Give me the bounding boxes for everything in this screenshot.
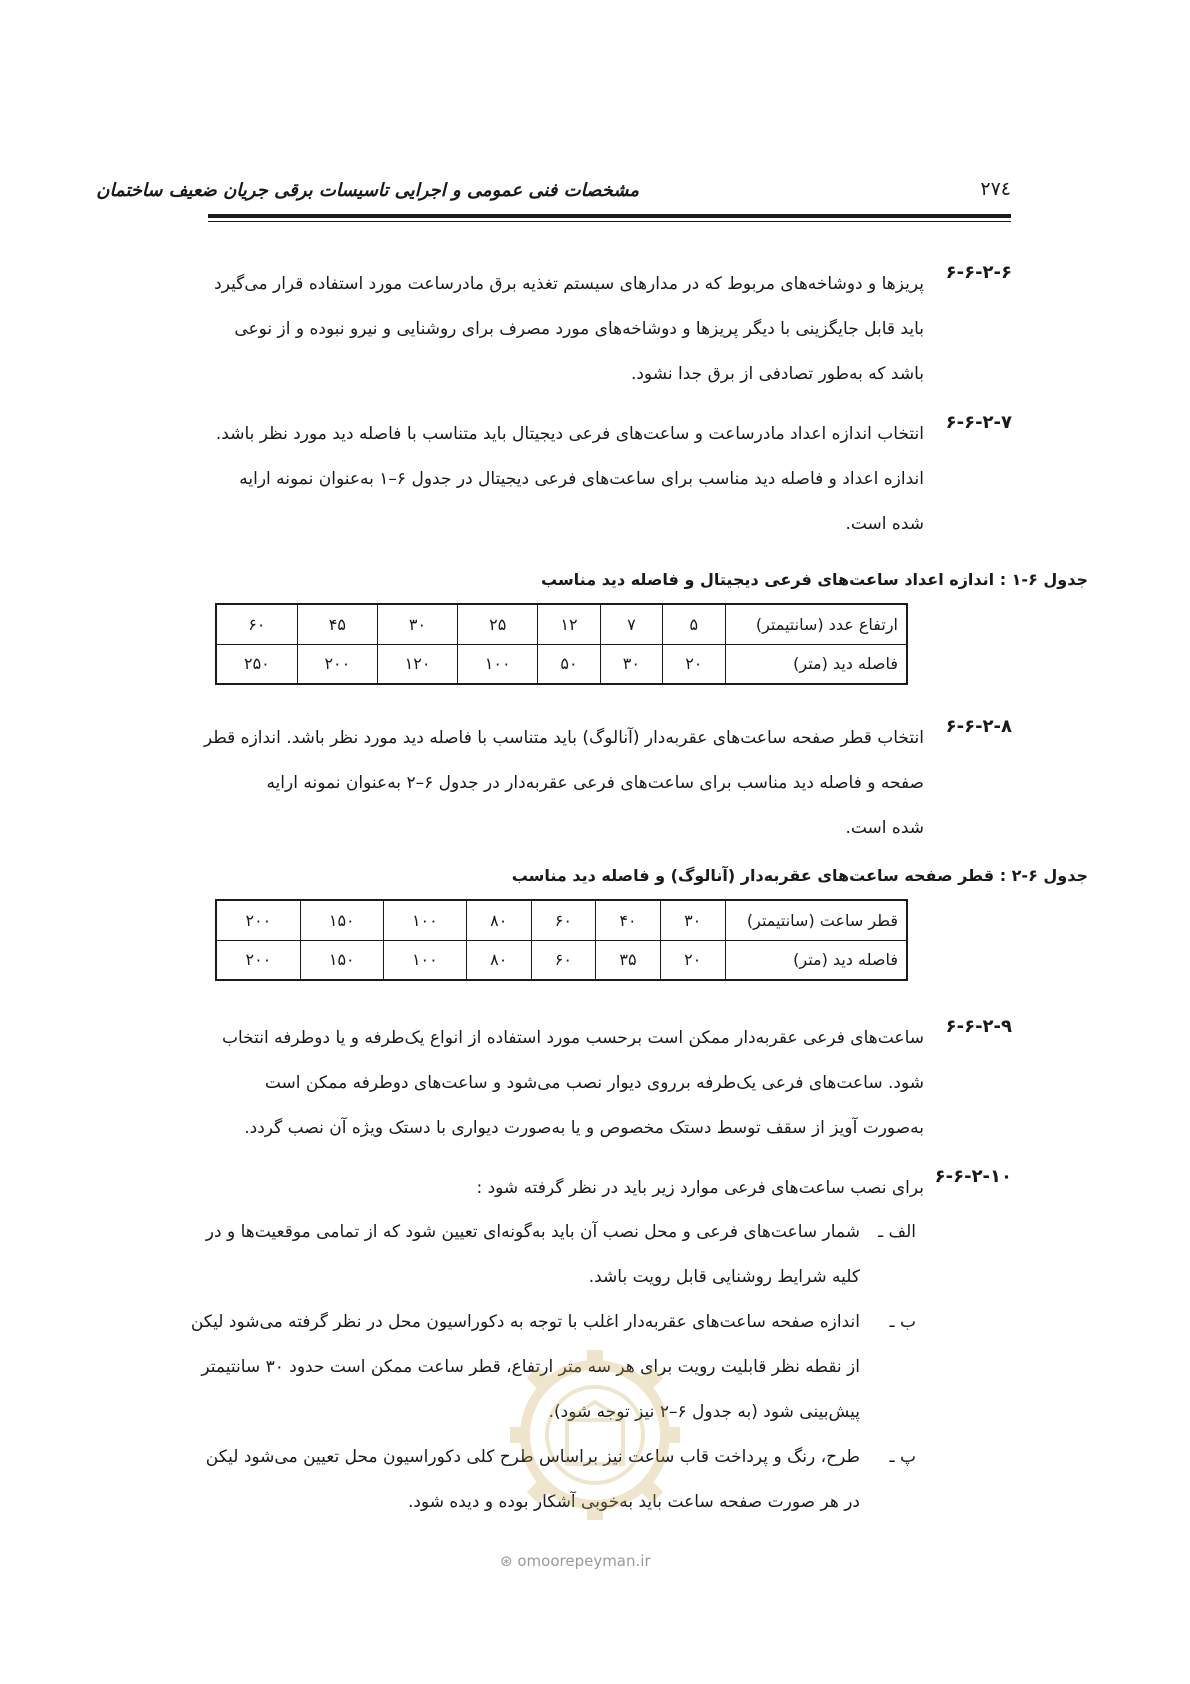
table-cell: ۳۰ [600, 644, 662, 684]
text-line: ساعت‌های فرعی عقربه‌دار ممکن است برحسب مورد استفاده از انواع یک‌طرفه و یا دوطرفه انتخاب [221, 1028, 924, 1048]
table-cell: ۲۰۰ [216, 940, 300, 980]
table-cell: ۱۰۰ [458, 644, 538, 684]
row-header: قطر ساعت (سانتیمتر) [725, 900, 907, 940]
clause-number: ۶-۶-۲-۹ [945, 1016, 1012, 1037]
text-line: کلیه شرایط روشنایی قابل رویت باشد. [588, 1267, 860, 1287]
text-line: در هر صورت صفحه ساعت باید به‌خوبی آشکار بوده و دیده شود. [407, 1492, 860, 1512]
table-cell: ۸۰ [466, 900, 531, 940]
table-cell: ۱۲ [538, 604, 600, 644]
text-line: به‌صورت آویز از سقف توسط دستک مخصوص و یا به‌صورت دیواری با دستک ویژه آن نصب گردد. [244, 1118, 924, 1138]
clause [180, 716, 1012, 856]
table-cell: ۲۰۰ [297, 644, 377, 684]
clause-text [180, 1166, 924, 1211]
table-cell: ۲۰۰ [216, 900, 300, 940]
table-cell: ۶۰ [531, 900, 596, 940]
page-number: ۲۷٤ [980, 178, 1011, 200]
text-line: اندازه صفحه ساعت‌های عقربه‌دار اغلب با توجه به دکوراسیون محل در نظر گرفته می‌شود لیکن [190, 1312, 860, 1332]
item-label: الف ـ [878, 1222, 916, 1242]
text-line: باشد که به‌طور تصادفی از برق جدا نشود. [630, 364, 924, 384]
text-line: انتخاب اندازه اعداد مادرساعت و ساعت‌های فرعی دیجیتال باید متناسب با فاصله دید مورد نظر باشد. [215, 424, 924, 444]
table-cell: ۸۰ [466, 940, 531, 980]
clause [180, 412, 1012, 552]
clause [180, 1016, 1012, 1156]
clause-text [180, 716, 924, 851]
table-cell: ۳۰ [660, 900, 725, 940]
header-rule-thick [208, 214, 1011, 218]
clause-number: ۶-۶-۲-۶ [945, 262, 1012, 283]
text-line: برای نصب ساعت‌های فرعی موارد زیر باید در نظر گرفته شود : [476, 1178, 924, 1198]
table-caption: جدول ۶-۱ : اندازه اعداد ساعت‌های فرعی دیجیتال و فاصله دید مناسب [541, 570, 1088, 589]
header-rule-thin [208, 221, 1011, 222]
item-text [180, 1210, 860, 1300]
table-cell: ۴۰ [596, 900, 661, 940]
table-cell: ۴۵ [297, 604, 377, 644]
item-label: پ ـ [889, 1447, 916, 1467]
text-line: پیش‌بینی شود (به جدول ۶–۲ نیز توجه شود). [548, 1402, 860, 1422]
table-cell: ۵ [663, 604, 725, 644]
table-cell: ۲۵۰ [216, 644, 297, 684]
table-row [216, 940, 907, 980]
table-cell: ۲۰ [663, 644, 725, 684]
text-line: پریزها و دوشاخه‌های مربوط که در مدارهای سیستم تغذیه برق مادرساعت مورد استفاده قرار می‌گیرد [214, 274, 924, 294]
watermark-url-text: omoorepeyman.ir [517, 1552, 651, 1570]
clause-number: ۶-۶-۲-۸ [945, 716, 1012, 737]
page-header [96, 178, 1011, 210]
table-cell: ۲۰ [660, 940, 725, 980]
table-cell: ۱۵۰ [300, 900, 383, 940]
text-line: شده است. [845, 818, 924, 838]
table-cell: ۵۰ [538, 644, 600, 684]
table-row [216, 644, 907, 684]
clause-text [180, 1016, 924, 1151]
list-item [180, 1210, 916, 1300]
table-row [216, 900, 907, 940]
text-line: شده است. [845, 514, 924, 534]
text-line: طرح، رنگ و پرداخت قاب ساعت نیز براساس طرح کلی دکوراسیون محل تعیین می‌شود لیکن [205, 1447, 860, 1467]
table-caption: جدول ۶-۲ : قطر صفحه ساعت‌های عقربه‌دار (آنالوگ) و فاصله دید مناسب [511, 866, 1088, 885]
watermark-symbol-icon: ⊛ [500, 1552, 513, 1570]
table-cell: ۶۰ [531, 940, 596, 980]
table-row [216, 604, 907, 644]
text-line: شمار ساعت‌های فرعی و محل نصب آن باید به‌گونه‌ای تعیین شود که از تمامی موقعیت‌ها و در [205, 1222, 860, 1242]
table-cell: ۷ [600, 604, 662, 644]
table-cell: ۳۰ [377, 604, 457, 644]
table-cell: ۱۰۰ [383, 900, 466, 940]
running-title: مشخصات فنی عمومی و اجرایی تاسیسات برقی جریان ضعیف ساختمان [96, 180, 639, 201]
text-line: از نقطه نظر قابلیت رویت برای هر سه متر ارتفاع، قطر ساعت ممکن است حدود ۳۰ سانتیمتر [201, 1357, 860, 1377]
row-header: فاصله دید (متر) [725, 940, 907, 980]
table-cell: ۱۰۰ [383, 940, 466, 980]
text-line: شود. ساعت‌های فرعی یک‌طرفه برروی دیوار نصب می‌شود و ساعت‌های دوطرفه ممکن است [264, 1073, 924, 1093]
clause-number: ۶-۶-۲-۷ [945, 412, 1012, 433]
table-cell: ۶۰ [216, 604, 297, 644]
clause-number: ۶-۶-۲-۱۰ [934, 1166, 1012, 1187]
table-cell: ۱۵۰ [300, 940, 383, 980]
text-line: صفحه و فاصله دید مناسب برای ساعت‌های فرعی عقربه‌دار در جدول ۶–۲ به‌عنوان نمونه ارایه [266, 773, 924, 793]
row-header: فاصله دید (متر) [725, 644, 907, 684]
watermark-url [500, 1552, 651, 1570]
clause-text [180, 262, 924, 397]
clause [180, 262, 1012, 402]
table-cell: ۳۵ [596, 940, 661, 980]
row-header: ارتفاع عدد (سانتیمتر) [725, 604, 907, 644]
clause [180, 1166, 1012, 1206]
data-table [215, 603, 908, 685]
text-line: انتخاب قطر صفحه ساعت‌های عقربه‌دار (آنالوگ) باید متناسب با فاصله دید مورد نظر باشد. اندازه قطر [203, 728, 924, 748]
item-label: ب ـ [889, 1312, 916, 1332]
table-cell: ۲۵ [458, 604, 538, 644]
data-table [215, 899, 908, 981]
clause-text [180, 412, 924, 547]
table-cell: ۱۲۰ [377, 644, 457, 684]
text-line: باید قابل جایگزینی با دیگر پریزها و دوشاخه‌های مورد مصرف برای روشنایی و نیرو نبوده و از نوعی [234, 319, 924, 339]
text-line: اندازه اعداد و فاصله دید مناسب برای ساعت‌های فرعی دیجیتال در جدول ۶–۱ به‌عنوان نمونه ارایه [239, 469, 924, 489]
gear-logo-icon [495, 1340, 695, 1530]
